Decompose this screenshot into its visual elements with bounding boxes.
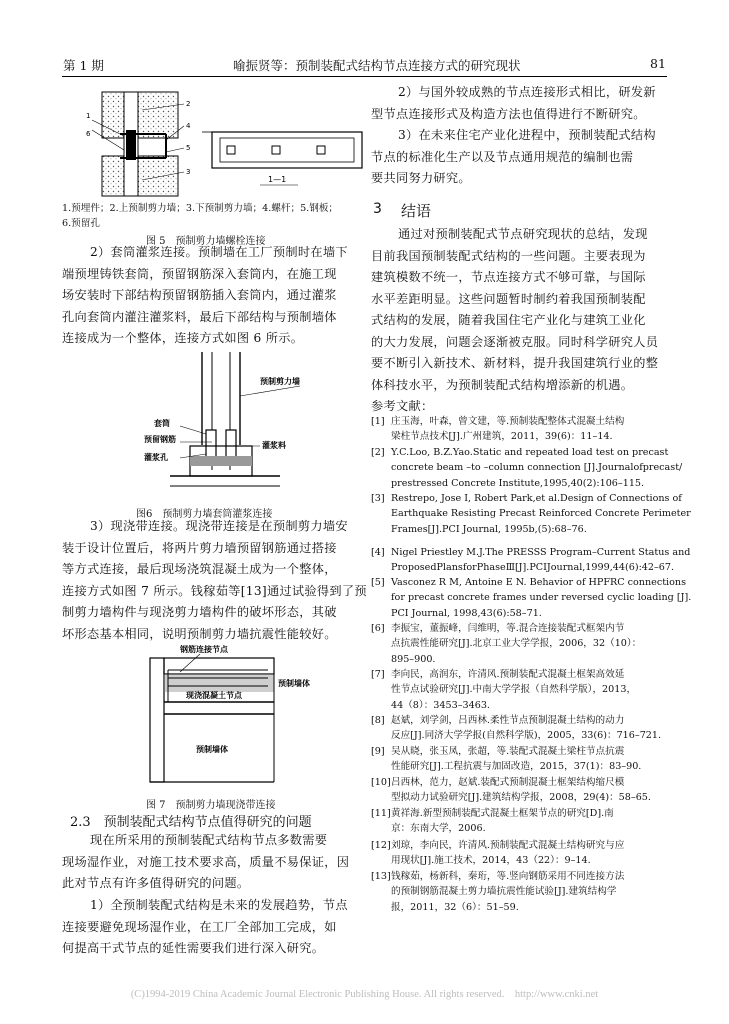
- section-2-3-heading: 2.3 预制装配式结构节点值得研究的问题: [70, 815, 312, 830]
- reference-number: [7]: [371, 669, 385, 680]
- reference-number: [9]: [371, 746, 385, 757]
- reference-text: 吕西林，范力，赵斌.装配式预制混凝土框架结构缩尺模 型拟动力试验研究[J].建筑结构学报，2008，29(4)：58–65.: [391, 777, 651, 804]
- left-paragraph-3-body: 现场湿作业，对施工技术要求高，质量不易保证，因 此对节点有许多值得研究的问题。: [62, 854, 350, 890]
- reference-number: [1]: [371, 416, 385, 427]
- fig6-caption: 图6 预制剪力墙套筒灌浆连接: [136, 509, 273, 520]
- fig5-mark-2: 2: [186, 100, 191, 108]
- fig5-mark-5: 5: [186, 144, 191, 152]
- copyright-footer: (C)1994-2019 China Academic Journal Electronic Publishing House. All rights reserved. http://www.cnki.net: [130, 989, 599, 1000]
- references-title: 参考文献：: [371, 399, 434, 413]
- fig7-label-wall2: 预制墙体: [196, 745, 228, 754]
- right-paragraph-2-body: 目前我国预制装配式结构的一些问题。主要表现为 建筑模数不统一，节点连接方式不够可靠，与国际 水平差距明显。这些问题暂时制约着我国预制装配 式结构的发展，随着我国住宅产业化与建筑工业化 的大力发展，问题会逐渐被克服。同时科学研究人员 要不断引入新技术、新材料，提升我国建筑行业的整 体科技水平，为预制装配式结构增添新的机遇。: [371, 248, 659, 392]
- left-paragraph-3: 现在所采用的预制装配式结构节点多数需要: [90, 833, 328, 847]
- reference-text: Y.C.Loo, B.Z.Yao.Static and repeated load test on precast concrete beam –to –column connection [J].Journalofprecast/ prestressed Concrete Institute,1995,40(2):106–115.: [391, 447, 683, 489]
- figure-5-drawing: [62, 90, 372, 198]
- fig6-label-rebar: 预留钢筋: [144, 435, 176, 444]
- figure-6-drawing: [140, 350, 330, 500]
- fig5-section-label: 1—1: [268, 175, 287, 184]
- figure-7-drawing: [140, 642, 340, 794]
- page-number: 81: [650, 56, 666, 71]
- reference-number: [4]: [371, 547, 385, 558]
- reference-number: [11]: [371, 808, 391, 819]
- reference-number: [3]: [371, 493, 385, 504]
- reference-number: [2]: [371, 447, 385, 458]
- right-paragraph-1c: 3）在未来住宅产业化进程中，预制装配式结构: [398, 128, 656, 142]
- running-title: 喻振贤等：预制装配式结构节点连接方式的研究现状: [233, 58, 521, 73]
- left-paragraph-2-body: 装于设计位置后，将两片剪力墙预留钢筋通过搭接 等方式连接，最后现场浇筑混凝土成为一个整体， 连接方式如图 7 所示。钱稼茹等[13]通过试验得到了预 制剪力墙构件与现浇剪力墙构件的破坏形态，其破 坏形态基本相同，说明预制剪力墙抗震性能较好。: [62, 540, 367, 641]
- right-paragraph-2a: 通过对预制装配式节点研究现状的总结，发现: [398, 227, 648, 241]
- fig5-legend-line1: 1.预埋件；2.上预制剪力墙；3.下预制剪力墙；4.螺杆；5.钢板；: [62, 203, 339, 214]
- reference-text: 钱稼茹，杨新科，秦珩，等.竖向钢筋采用不同连接方法 的预制钢筋混凝土剪力墙抗震性能试验[J].建筑结构学 报，2011，32（6）：51–59.: [391, 871, 625, 913]
- fig7-label-cast: 现浇混凝土节点: [186, 691, 242, 700]
- reference-number: [5]: [371, 577, 385, 588]
- reference-text: 庄玉海，叶森，曾文建，等.预制装配整体式混凝土结构 梁柱节点技术[J].广州建筑，2011，39(6)：11–14.: [391, 416, 625, 443]
- reference-text: Restrepo, Jose I, Robert Park,et al.Design of Connections of Earthquake Resisting Precast Reinforced Concrete Perimeter Frames[J].PCI Journal, 1995b,(5):68–76.: [391, 493, 691, 535]
- reference-text: 赵斌，刘学剑，吕西林.柔性节点预制混凝土结构的动力 反应[J].同济大学学报(自然科学版)，2005，33(6)：716–721.: [391, 715, 662, 742]
- fig7-label-wall: 预制墙体: [278, 679, 310, 688]
- header-rule: [62, 76, 667, 77]
- left-paragraph-4: 1）全预制装配式结构是未来的发展趋势，节点: [90, 898, 348, 912]
- reference-number: [12]: [371, 840, 391, 851]
- fig5-mark-4: 4: [186, 122, 191, 130]
- right-paragraph-1a: 2）与国外较成熟的节点连接形式相比，研发新: [398, 85, 656, 99]
- right-paragraph-1d: 节点的标准化生产以及节点通用规范的编制也需 要共同努力研究。: [371, 149, 634, 185]
- reference-number: [6]: [371, 623, 385, 634]
- fig7-label-node: 钢筋连接节点: [180, 645, 228, 654]
- left-paragraph-2: 3）现浇带连接。现浇带连接是在预制剪力墙安: [90, 519, 348, 533]
- left-paragraph-4-body: 连接要避免现场湿作业，在工厂全部加工完成，如 何提高干式节点的延性需要我们进行深入研究。: [62, 919, 337, 955]
- left-paragraph-1-body: 端预埋铸铁套筒，预留钢筋深入套筒内，在施工现 场安装时下部结构预留钢筋插入套筒内，通过灌浆 孔向套筒内灌注灌浆料，最后下部结构与预制墙体 连接成为一个整体，连接方式如图 6 所示。: [62, 266, 337, 345]
- fig7-caption: 图 7 预制剪力墙现浇带连接: [146, 800, 276, 811]
- reference-text: Vasconez R M, Antoine E N. Behavior of HPFRC connections for precast concrete frames under reversed cyclic loading [J]. PCI Journal, 1998,43(6):58–71.: [391, 577, 692, 619]
- reference-number: [10]: [371, 777, 391, 788]
- fig6-label-grout: 灌浆料: [262, 441, 286, 450]
- fig5-mark-1: 1: [86, 112, 91, 120]
- left-paragraph-1: 2）套筒灌浆连接。预制墙在工厂预制时在墙下: [90, 245, 348, 259]
- fig5-caption: 图 5 预制剪力墙螺栓连接: [146, 236, 266, 247]
- fig5-mark-6: 6: [86, 130, 91, 138]
- reference-text: 刘琼，李向民，许清风.预制装配式混凝土结构研究与应 用现状[J].施工技术，2014，43（22）：9–14.: [391, 840, 625, 867]
- reference-text: 黄祥海.新型预制装配式混凝土框架节点的研究[D].南 京：东南大学，2006.: [391, 808, 614, 835]
- fig6-label-sleeve: 套筒: [154, 419, 170, 428]
- issue-number: 第 1 期: [63, 58, 104, 73]
- reference-number: [8]: [371, 715, 385, 726]
- reference-text: 李振宝，董振峰，闫维明，等.混合连接装配式框架内节 点抗震性能研究[J].北京工业大学学报，2006，32（10）： 895–900.: [391, 623, 642, 665]
- fig5-mark-3: 3: [186, 168, 191, 176]
- fig6-label-wall: 预制剪力墙: [260, 377, 300, 386]
- fig5-legend-line2: 6.预留孔: [62, 218, 100, 229]
- reference-number: [13]: [371, 871, 391, 882]
- right-paragraph-1b: 型节点连接形式及构造方法也值得进行不断研究。: [371, 106, 646, 121]
- reference-text: Nigel Priestley M.J.The PRESSS Program–Current Status and ProposedPlansforPhaseⅢ[J].PCIJournal,1999,44(6):42–67.: [391, 547, 691, 574]
- section-3-title: 结语: [401, 202, 432, 220]
- reference-text: 吴从晓，张玉凤，张超，等.装配式混凝土梁柱节点抗震 性能研究[J].工程抗震与加固改造，2015，37(1)：83–90.: [391, 746, 642, 773]
- fig6-label-hole: 灌浆孔: [144, 453, 168, 462]
- section-3-number: 3: [373, 201, 382, 217]
- reference-text: 李向民，高润东，许清风.预制装配式混凝土框架高效延 性节点试验研究[J].中南大学学报（自然科学版），2013， 44（8）：3453–3463.: [391, 669, 637, 711]
